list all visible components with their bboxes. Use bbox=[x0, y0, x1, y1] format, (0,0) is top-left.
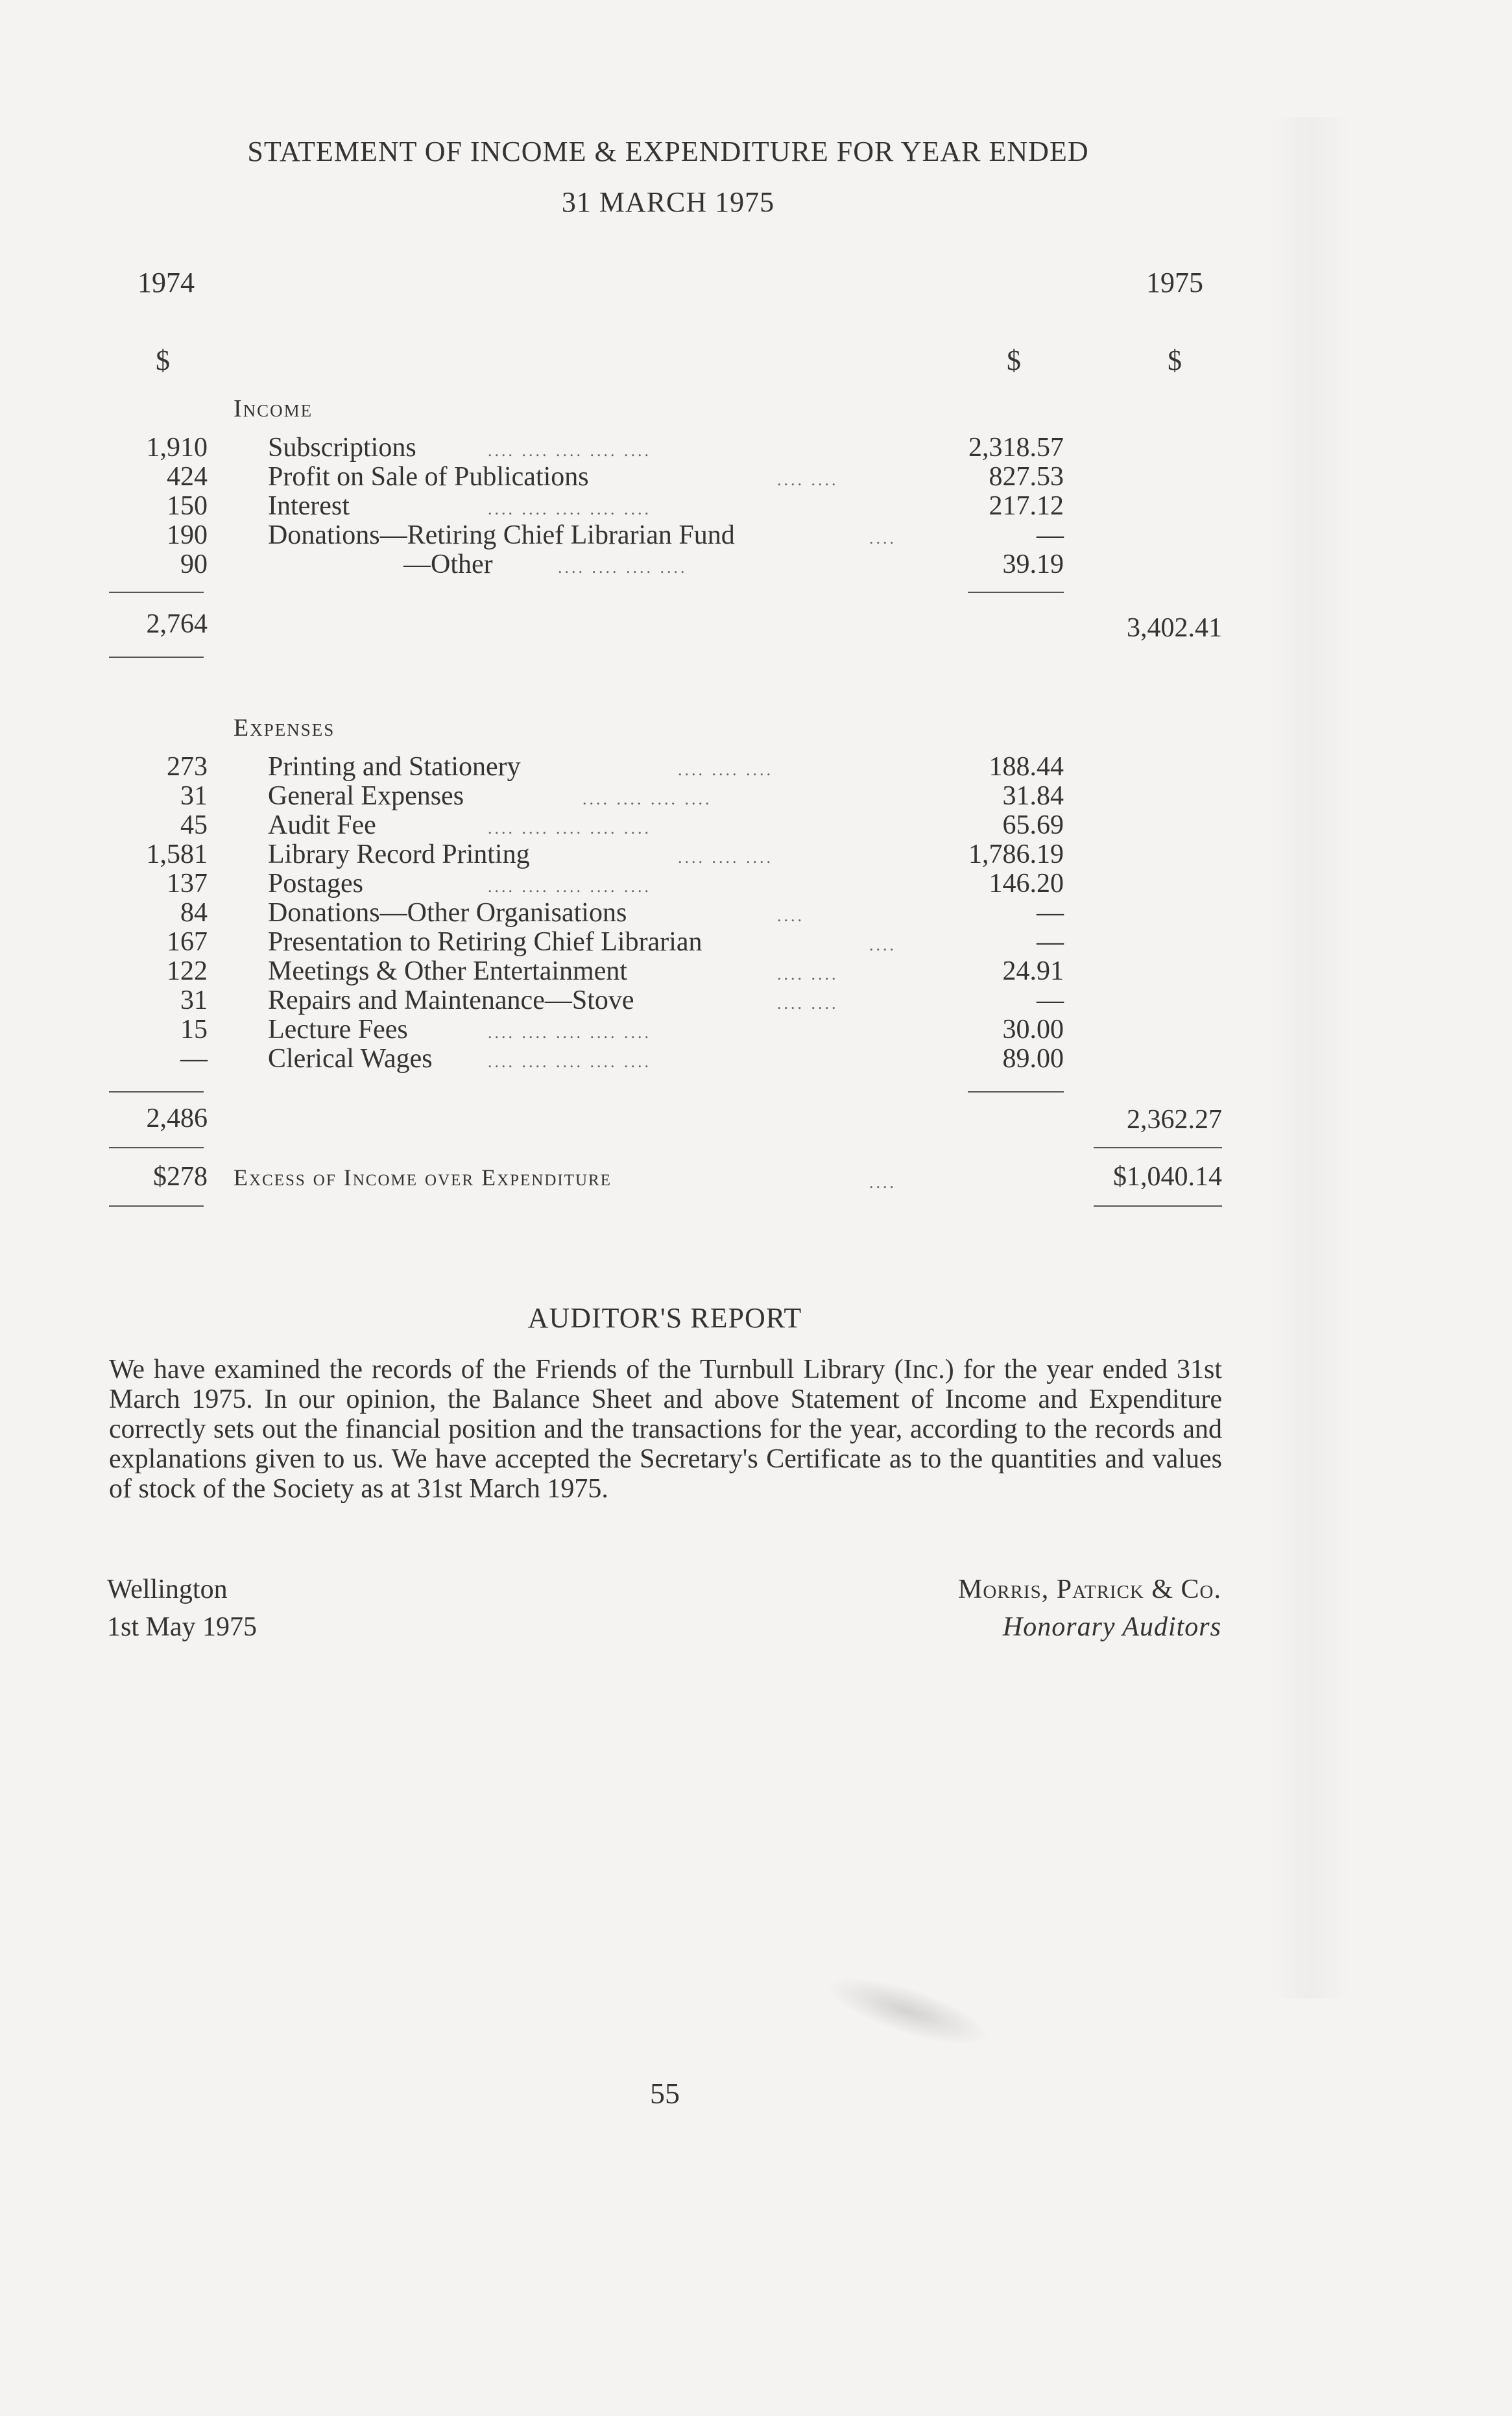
auditor-report-heading: AUDITOR'S REPORT bbox=[527, 1302, 802, 1334]
dot-leader: .... bbox=[869, 1173, 896, 1192]
excess-prev: $278 bbox=[153, 1162, 208, 1192]
expenses-heading: Expenses bbox=[234, 714, 335, 742]
row-label: Audit Fee bbox=[268, 810, 376, 840]
prev-excess-rule bbox=[109, 1147, 204, 1148]
income-total-curr: 3,402.41 bbox=[1127, 613, 1222, 643]
amount-value: 827.53 bbox=[989, 462, 1064, 492]
amount-subtotal-rule bbox=[968, 592, 1064, 593]
prev-value: 137 bbox=[167, 869, 208, 899]
dot-leader: .... .... .... .... .... bbox=[488, 441, 651, 460]
statement-date: 31 MARCH 1975 bbox=[561, 186, 775, 218]
row-label: —Other bbox=[403, 550, 493, 579]
prev-year-header: 1974 bbox=[138, 267, 195, 298]
prev-value: 424 bbox=[167, 462, 208, 492]
amount-value: — bbox=[1037, 898, 1064, 928]
row-label: Donations—Other Organisations bbox=[268, 898, 627, 928]
row-label: Meetings & Other Entertainment bbox=[268, 956, 628, 986]
prev-value: 45 bbox=[180, 810, 208, 840]
row-label: Lecture Fees bbox=[268, 1015, 408, 1045]
amount-value: 2,318.57 bbox=[968, 433, 1064, 463]
prev-value: 122 bbox=[167, 956, 208, 986]
expenses-total-curr: 2,362.27 bbox=[1127, 1105, 1222, 1135]
dot-leader: .... .... .... .... .... bbox=[488, 877, 651, 896]
prev-value: 15 bbox=[180, 1015, 208, 1045]
dot-leader: .... .... .... .... .... bbox=[488, 500, 651, 518]
dot-leader: .... bbox=[777, 906, 804, 925]
prev-double-rule bbox=[109, 1205, 204, 1207]
amount-value: 39.19 bbox=[1002, 550, 1064, 579]
page-number: 55 bbox=[650, 2077, 680, 2110]
dot-leader: .... .... .... bbox=[678, 848, 773, 867]
amount-subtotal-rule bbox=[968, 1091, 1064, 1093]
dot-leader: .... bbox=[869, 529, 896, 548]
row-label: General Expenses bbox=[268, 781, 464, 811]
prev-value: 150 bbox=[167, 491, 208, 521]
prev-value: 190 bbox=[167, 520, 208, 550]
row-label: Postages bbox=[268, 869, 363, 899]
amount-value: 89.00 bbox=[1002, 1044, 1064, 1074]
auditor-report-body: We have examined the records of the Friends of the Turnbull Library (Inc.) for the year ended 31st March 1975. In our opinion, the Balance Sheet and above Statement of Income and Expenditure correctly sets out the financial position and the transactions for the year, according to the records and explanations given to us. We have accepted the Secretary's Certificate as to the quantities and values of stock of the Society as at 31st March 1975. bbox=[109, 1355, 1222, 1504]
prev-total-rule bbox=[109, 657, 204, 658]
page-smudge bbox=[821, 1964, 996, 2059]
dot-leader: .... .... .... .... .... bbox=[488, 1023, 651, 1042]
amount-value: 65.69 bbox=[1002, 810, 1064, 840]
prev-value: 31 bbox=[180, 781, 208, 811]
row-label: Donations—Retiring Chief Librarian Fund bbox=[268, 520, 735, 550]
row-label: Clerical Wages bbox=[268, 1044, 433, 1074]
prev-value: 84 bbox=[180, 898, 208, 928]
amount-value: — bbox=[1037, 520, 1064, 550]
dot-leader: .... .... .... .... bbox=[558, 558, 688, 577]
amount-value: 30.00 bbox=[1002, 1015, 1064, 1045]
prev-value: 167 bbox=[167, 927, 208, 957]
row-label: Presentation to Retiring Chief Librarian bbox=[268, 927, 702, 957]
report-date: 1st May 1975 bbox=[107, 1612, 257, 1642]
auditor-firm: Morris, Patrick & Co. bbox=[958, 1575, 1221, 1604]
dot-leader: .... .... .... .... .... bbox=[488, 1052, 651, 1071]
row-label: Profit on Sale of Publications bbox=[268, 462, 589, 492]
prev-value: 1,910 bbox=[146, 433, 208, 463]
dot-leader: .... .... .... bbox=[678, 760, 773, 779]
curr-double-rule bbox=[1094, 1205, 1222, 1207]
prev-subtotal-rule bbox=[109, 1091, 204, 1093]
excess-label: Excess of Income over Expenditure bbox=[234, 1165, 612, 1190]
report-place: Wellington bbox=[107, 1575, 228, 1604]
row-label: Printing and Stationery bbox=[268, 752, 521, 782]
amount-value: 1,786.19 bbox=[968, 840, 1064, 869]
amount-value: 24.91 bbox=[1002, 956, 1064, 986]
prev-value: 273 bbox=[167, 752, 208, 782]
bleed-through-shadow bbox=[1271, 117, 1349, 1998]
amount-value: 31.84 bbox=[1002, 781, 1064, 811]
curr-excess-rule bbox=[1094, 1147, 1222, 1148]
amount-value: 146.20 bbox=[989, 869, 1064, 899]
total-currency-symbol: $ bbox=[1168, 344, 1182, 376]
income-heading: Income bbox=[234, 395, 313, 422]
amount-value: 217.12 bbox=[989, 491, 1064, 521]
prev-value: 1,581 bbox=[146, 840, 208, 869]
income-total-prev: 2,764 bbox=[146, 609, 208, 639]
expenses-total-prev: 2,486 bbox=[146, 1104, 208, 1133]
row-label: Subscriptions bbox=[268, 433, 416, 463]
row-label: Interest bbox=[268, 491, 350, 521]
prev-value: — bbox=[180, 1044, 208, 1074]
dot-leader: .... .... .... .... bbox=[582, 790, 712, 808]
prev-subtotal-rule bbox=[109, 592, 204, 593]
dot-leader: .... .... bbox=[777, 470, 839, 489]
excess-curr: $1,040.14 bbox=[1113, 1162, 1222, 1192]
prev-currency-symbol: $ bbox=[156, 344, 170, 376]
row-label: Repairs and Maintenance—Stove bbox=[268, 985, 634, 1015]
amount-value: — bbox=[1037, 927, 1064, 957]
amount-currency-symbol: $ bbox=[1007, 344, 1021, 376]
curr-year-header: 1975 bbox=[1146, 267, 1203, 298]
amount-value: — bbox=[1037, 985, 1064, 1015]
amount-value: 188.44 bbox=[989, 752, 1064, 782]
prev-value: 31 bbox=[180, 985, 208, 1015]
dot-leader: .... .... bbox=[777, 994, 839, 1013]
statement-title: STATEMENT OF INCOME & EXPENDITURE FOR YEAR ENDED bbox=[247, 136, 1089, 167]
dot-leader: .... .... .... .... .... bbox=[488, 819, 651, 838]
prev-value: 90 bbox=[180, 550, 208, 579]
dot-leader: .... bbox=[869, 936, 896, 954]
row-label: Library Record Printing bbox=[268, 840, 530, 869]
auditor-role: Honorary Auditors bbox=[1002, 1612, 1221, 1642]
dot-leader: .... .... bbox=[777, 965, 839, 984]
